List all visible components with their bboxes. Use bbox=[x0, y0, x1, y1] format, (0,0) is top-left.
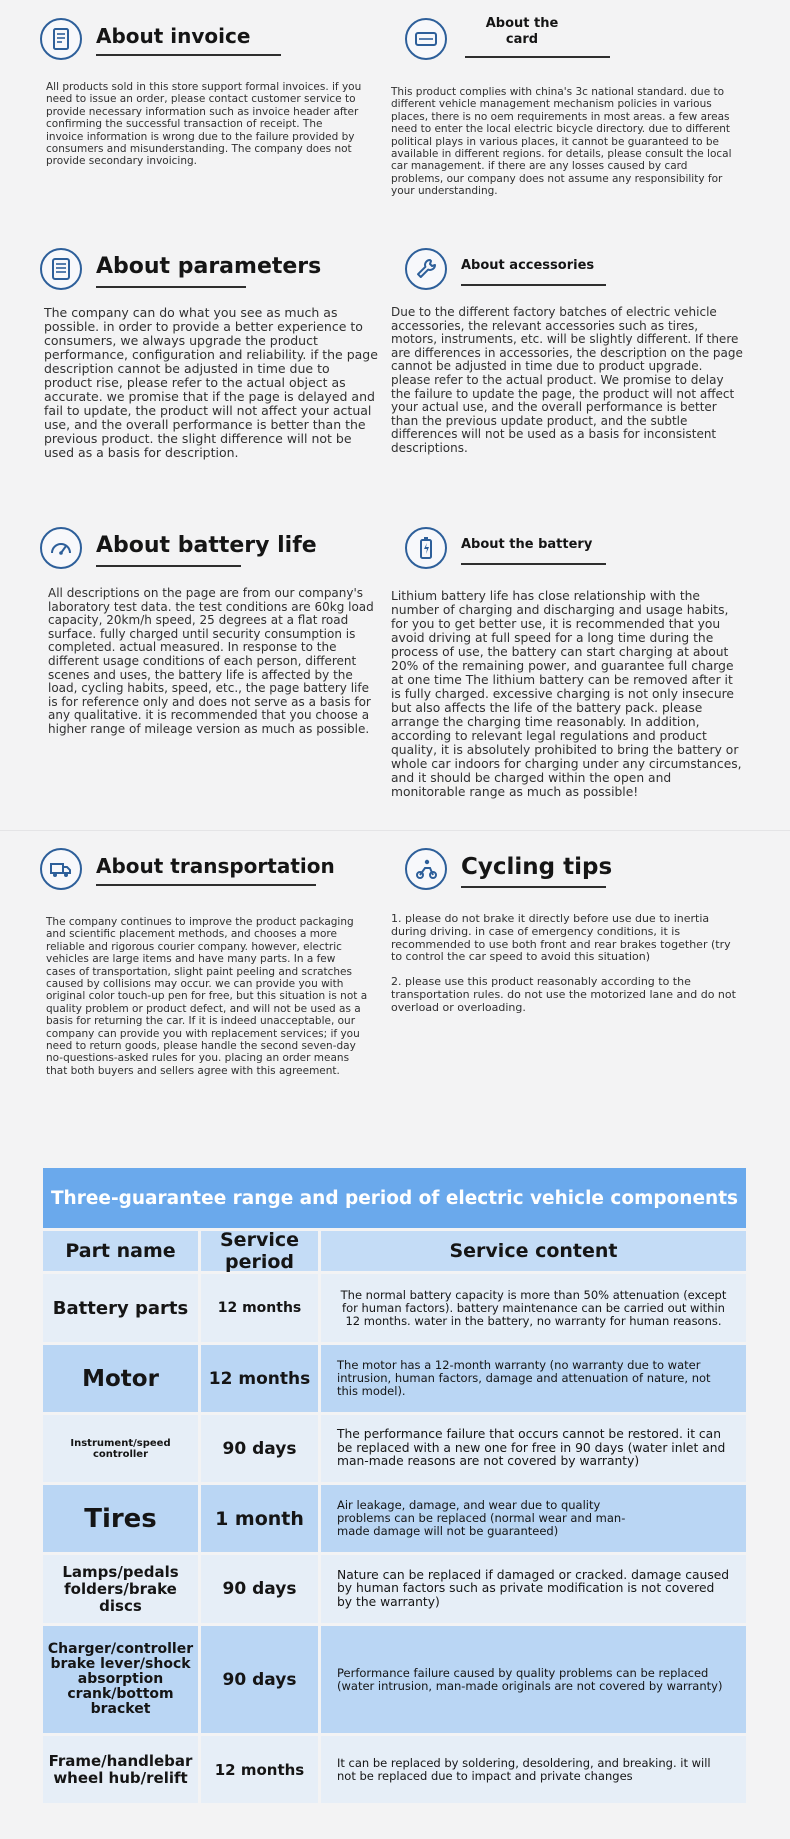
service-content-cell bbox=[321, 1415, 746, 1482]
title-underline bbox=[461, 563, 606, 565]
card-text: This product complies with china's 3c national standard. due to different vehicle management mechanism policies in various places, there is no oem requirements in most areas. a few areas need to enter the local electric bicycle directory. due to different political plays in various places, it cannot be guaranteed to be available in different regions. for details, please consult the local car management. if there are any losses caused by card problems, our company does not assume any responsibility for your understanding. bbox=[391, 86, 732, 198]
table-row bbox=[43, 1274, 746, 1342]
title-underline bbox=[465, 56, 610, 58]
header-service-period: Service period bbox=[201, 1231, 318, 1271]
title-underline bbox=[96, 565, 241, 567]
table-row bbox=[43, 1345, 746, 1412]
battery-title: About the battery bbox=[461, 537, 593, 552]
battery-life-text: All descriptions on the page are from our company's laboratory test data. the test conditions are 60kg load capacity, 20km/h speed, 25 degrees at a flat road surface. fully charged until security consumption is completed. actual measured. In response to the different usage conditions of each person, different scenes and uses, the battery life is affected by the load, cycling habits, speed, etc., the page battery life is for reference only and does not serve as a basis for any qualitative. it is recommended that you choose a higher range of mileage version as much as possible. bbox=[48, 586, 374, 736]
service-content-text: It can be replaced by soldering, desoldering, and breaking. it will not be replaced due to impact and private changes bbox=[337, 1755, 711, 1783]
header-service-content: Service content bbox=[321, 1231, 746, 1271]
service-period-cell: 1 month bbox=[201, 1485, 318, 1552]
service-period-cell: 12 months bbox=[201, 1345, 318, 1412]
header-part-name: Part name bbox=[43, 1231, 198, 1271]
battery-life-block bbox=[40, 527, 380, 736]
service-content-text: The motor has a 12-month warranty (no warranty due to water intrusion, human factors, damage and attenuation of nature, not this model). bbox=[337, 1358, 711, 1398]
title-underline bbox=[96, 884, 316, 886]
card-block bbox=[391, 16, 745, 198]
title-underline bbox=[461, 284, 606, 286]
service-content-text: Air leakage, damage, and wear due to quality problems can be replaced (normal wear and man-made damage will not be guaranteed) bbox=[337, 1498, 626, 1538]
table-row bbox=[43, 1415, 746, 1482]
part-name-cell: Instrument/speed controller bbox=[43, 1415, 198, 1482]
battery-text: Lithium battery life has close relationship with the number of charging and discharging and usage habits, for you to get better use, it is recommended that you avoid driving at full speed for a long time during the process of use, the battery can start charging at about 20% of the remaining power, and guarantee full charge at one time The lithium battery can be removed after it is fully charged. excessive charging is not only insecure but also affects the life of the battery pack. please arrange the charging time reasonably. In addition, according to relevant legal regulations and product quality, it is absolutely prohibited to bring the battery or whole car indoors for charging under any circumstances, and it should be charged within the open and monitorable range as much as possible! bbox=[391, 589, 742, 799]
service-content-cell bbox=[321, 1555, 746, 1623]
invoice-text: All products sold in this store support formal invoices. if you need to issue an order, please contact customer service to provide necessary information such as invoice header after confirming the successful transaction of receipt. The invoice information is wrong due to the failure provided by consumers and misunderstanding. The company does not provide secondary invoicing. bbox=[46, 81, 362, 168]
gauge-icon bbox=[40, 527, 82, 569]
invoice-icon bbox=[40, 18, 82, 60]
service-period-cell: 90 days bbox=[201, 1626, 318, 1733]
service-content-text: The performance failure that occurs cannot be restored. it can be replaced with a new one for free in 90 days (water inlet and man-made reasons are not covered by warranty) bbox=[337, 1427, 726, 1469]
cycling-title: Cycling tips bbox=[461, 854, 613, 880]
service-content-cell bbox=[321, 1345, 746, 1412]
warranty-table bbox=[43, 1168, 746, 1803]
battery-life-title: About battery life bbox=[96, 533, 317, 558]
row-battery bbox=[0, 527, 790, 817]
transportation-title: About transportation bbox=[96, 854, 335, 878]
table-row bbox=[43, 1485, 746, 1552]
accessories-block bbox=[391, 248, 745, 455]
title-underline bbox=[96, 54, 281, 56]
wrench-icon bbox=[405, 248, 447, 290]
service-content-text: Nature can be replaced if damaged or cracked. damage caused by human factors such as private modification is not covered by the warranty) bbox=[337, 1567, 730, 1609]
accessories-text: Due to the different factory batches of electric vehicle accessories, the relevant accessories such as tires, motors, instruments, etc. will be slightly different. If there are differences in accessories, the description on the page cannot be adjusted in time due to product upgrade. please refer to the actual product. We promise to delay the failure to update the page, the product will not affect your actual use, and the overall performance is better than the previous update product, and the subtle differences will not be used as a basis for inconsistent descriptions. bbox=[391, 305, 743, 455]
part-name-cell: Charger/controller brake lever/shock absorption crank/bottom bracket bbox=[43, 1626, 198, 1733]
service-content-cell bbox=[321, 1626, 746, 1733]
part-name-cell: Frame/handlebar wheel hub/relift bbox=[43, 1736, 198, 1803]
card-title: About the card bbox=[485, 16, 559, 47]
document-icon bbox=[40, 248, 82, 290]
part-name-cell: Motor bbox=[43, 1345, 198, 1412]
license-plate-icon bbox=[405, 18, 447, 60]
service-content-text: The normal battery capacity is more than 50% attenuation (except for human factors). battery maintenance can be carried out within 12 months. water in the battery, no warranty for human reasons. bbox=[340, 1287, 727, 1328]
cycling-text bbox=[391, 913, 736, 1015]
table-row bbox=[43, 1626, 746, 1733]
row-parameters-accessories bbox=[0, 248, 790, 498]
parameters-text: The company can do what you see as much as possible. in order to provide a better experience to consumers, we always upgrade the product performance, configuration and reliability. if the page description cannot be adjusted in time due to product rise, please refer to the actual object as accurate. we promise that if the page is delayed and fail to update, the product will not affect your actual use, and the overall performance is better than the previous product. the slight difference will not be used as a basis for description. bbox=[44, 305, 378, 460]
invoice-title: About invoice bbox=[96, 24, 251, 48]
divider bbox=[0, 830, 790, 831]
parameters-block bbox=[40, 248, 380, 460]
part-name-cell: Battery parts bbox=[43, 1274, 198, 1342]
table-header-row bbox=[43, 1231, 746, 1271]
table-row bbox=[43, 1555, 746, 1623]
part-name-cell: Tires bbox=[43, 1485, 198, 1552]
row-transport-cycling bbox=[0, 848, 790, 1128]
service-content-cell bbox=[321, 1485, 746, 1552]
row-invoice-card bbox=[0, 18, 790, 218]
service-content-cell bbox=[321, 1736, 746, 1803]
service-content-cell bbox=[321, 1274, 746, 1342]
accessories-title: About accessories bbox=[461, 258, 595, 273]
service-period-cell: 12 months bbox=[201, 1736, 318, 1803]
invoice-block bbox=[40, 18, 380, 168]
table-title: Three-guarantee range and period of electric vehicle components bbox=[43, 1168, 746, 1228]
battery-icon bbox=[405, 527, 447, 569]
table-row bbox=[43, 1736, 746, 1803]
truck-icon bbox=[40, 848, 82, 890]
service-content-text: Performance failure caused by quality problems can be replaced (water intrusion, man-made originals are not covered by warranty) bbox=[337, 1665, 723, 1693]
part-name-cell: Lamps/pedals folders/brake discs bbox=[43, 1555, 198, 1623]
cycling-tip: 1. please do not brake it directly before use due to inertia during driving. in case of emergency conditions, it is recommended to use both front and rear brakes together (try to control the car speed to avoid this situation) bbox=[391, 912, 731, 964]
transportation-text: The company continues to improve the product packaging and scientific placement methods, and chooses a more reliable and rigorous courier company. however, electric vehicles are large items and have many parts. In a few cases of transportation, slight paint peeling and scratches caused by collisions may occur. we can provide you with original color touch-up pen for free, but this situation is not a quality problem or product defect, and will not be used as a basis for returning the car. If it is indeed unacceptable, our company can provide you with replacement services; if you need to return goods, please handle the second seven-day no-questions-asked rules for you. placing an order means that both buyers and sellers agree with this agreement. bbox=[46, 916, 368, 1077]
service-period-cell: 12 months bbox=[201, 1274, 318, 1342]
service-period-cell: 90 days bbox=[201, 1555, 318, 1623]
scooter-rider-icon bbox=[405, 848, 447, 890]
title-underline bbox=[461, 886, 606, 888]
battery-block bbox=[391, 527, 745, 799]
title-underline bbox=[96, 286, 246, 288]
transportation-block bbox=[40, 848, 380, 1077]
parameters-title: About parameters bbox=[96, 254, 322, 279]
service-period-cell: 90 days bbox=[201, 1415, 318, 1482]
cycling-tip: 2. please use this product reasonably according to the transportation rules. do not use the motorized lane and do not overload or overloading. bbox=[391, 975, 736, 1014]
cycling-block bbox=[391, 848, 745, 1014]
